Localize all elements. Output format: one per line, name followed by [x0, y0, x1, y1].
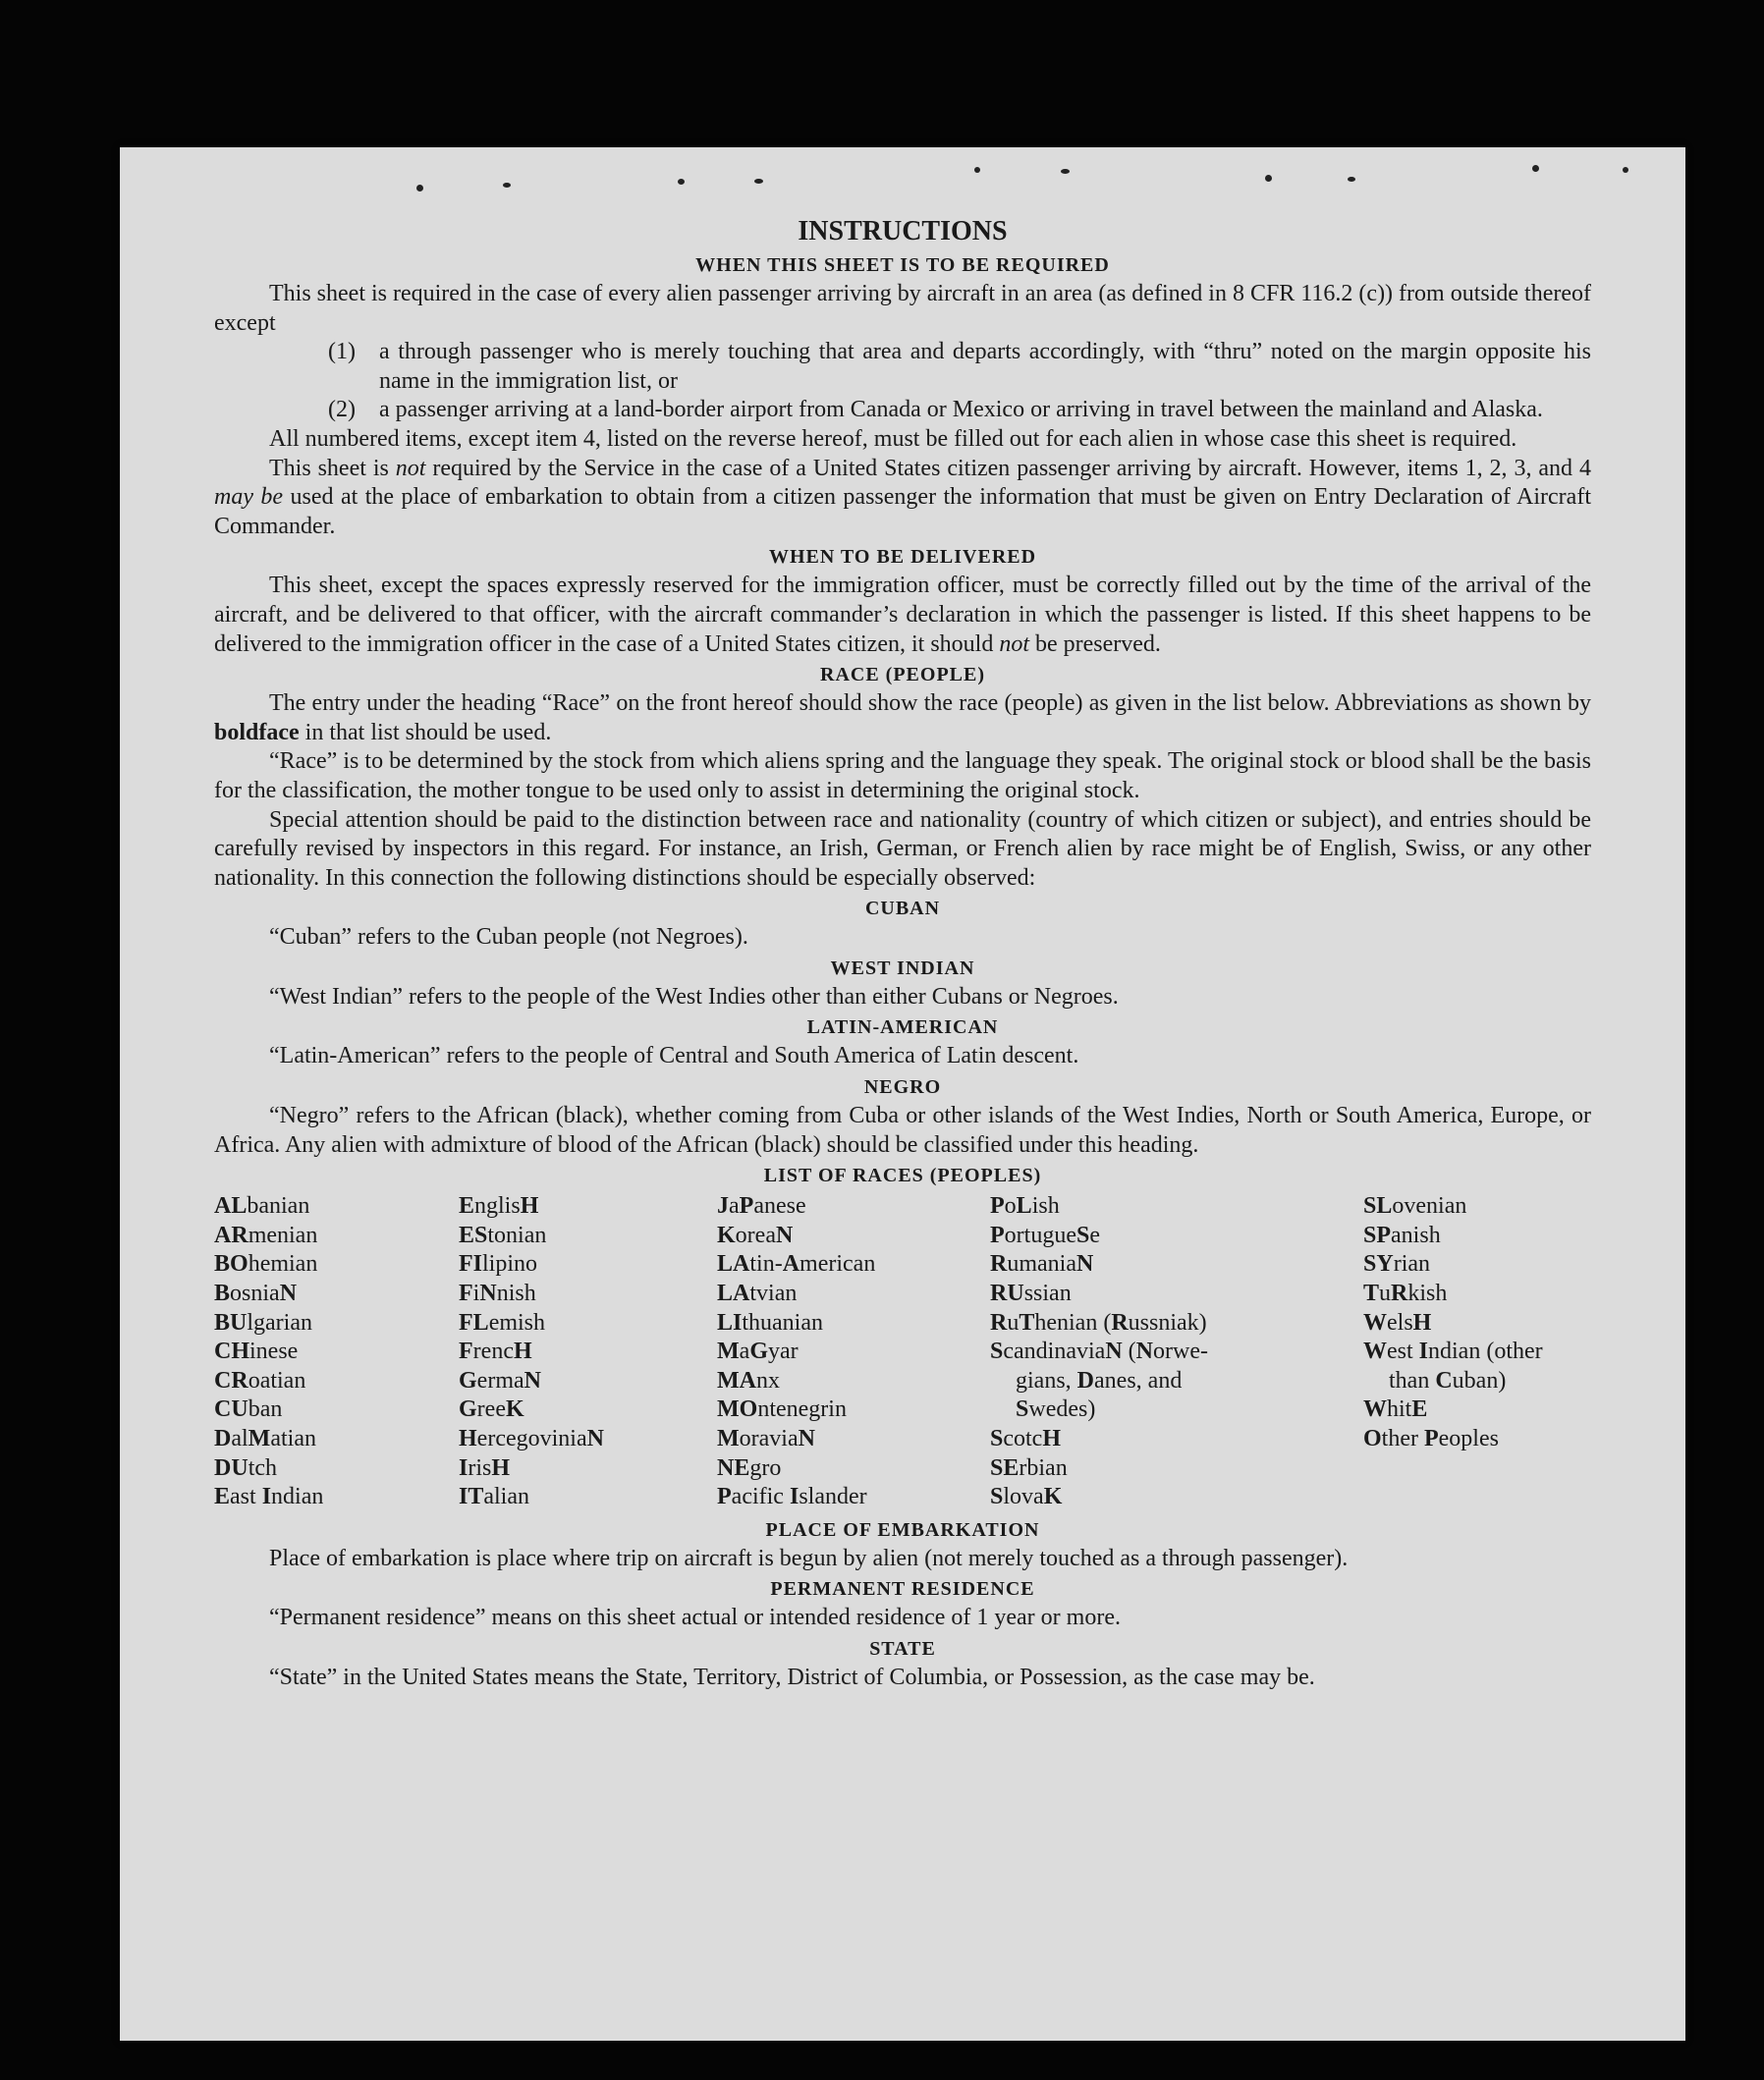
section-heading: RACE (PEOPLE)	[820, 664, 985, 686]
item-text: a through passenger who is merely touching that area and departs accordingly, with “thru” noted on the margin opposite his name in the immigration list, or	[379, 339, 1591, 394]
race-entry: CUban	[214, 1396, 283, 1423]
race-entry: Pacific Islander	[717, 1484, 867, 1510]
race-entry: MAnx	[717, 1367, 780, 1394]
race-entry: RuThenian (Russniak)	[990, 1309, 1207, 1336]
paragraph: “Race” is to be determined by the stock from which aliens spring and the language they speak. The original stock or blood shall be the basis for the classification, the mother tongue to be used only to assist in determining the original stock.	[214, 748, 1591, 803]
paragraph	[214, 455, 1591, 542]
punch-mark	[416, 185, 423, 192]
race-entry: WelsH	[1363, 1309, 1432, 1336]
race-entry: SPanish	[1363, 1222, 1441, 1248]
race-entry: FIlipino	[459, 1251, 538, 1278]
bold-text: boldface	[214, 719, 300, 745]
race-entry: MaGyar	[717, 1339, 799, 1365]
race-entry: LAtin-American	[717, 1251, 876, 1278]
race-entry: FrencH	[459, 1339, 532, 1365]
section-heading: PLACE OF EMBARKATION	[765, 1518, 1040, 1541]
race-entry: SYrian	[1363, 1251, 1431, 1278]
emphasis-text: not	[999, 630, 1029, 657]
race-entry: BosniaN	[214, 1281, 298, 1307]
race-entry: FLemish	[459, 1309, 546, 1336]
race-entry: EnglisH	[459, 1193, 539, 1220]
race-entry: ARmenian	[214, 1222, 318, 1248]
race-entry: ScandinaviaN (Norwe-	[990, 1339, 1208, 1365]
punch-mark	[678, 179, 685, 185]
race-entry: RUssian	[990, 1281, 1072, 1307]
race-entry: MoraviaN	[717, 1426, 815, 1451]
paragraph: “West Indian” refers to the people of the West Indies other than either Cubans or Negroes.	[269, 983, 1119, 1010]
race-entry: NEgro	[717, 1454, 782, 1481]
punch-mark	[754, 179, 763, 184]
section-heading: CUBAN	[864, 898, 941, 920]
races-column	[990, 1192, 1363, 1512]
punch-mark	[1265, 175, 1272, 182]
race-entry: EStonian	[459, 1222, 547, 1248]
race-entry: ScotcH	[990, 1426, 1062, 1451]
race-entry: BUlgarian	[214, 1309, 312, 1336]
section-heading: LATIN-AMERICAN	[806, 1016, 999, 1039]
text-run: The entry under the heading “Race” on the front hereof should show the race (people) as given in the list below. Abbreviations as shown by	[269, 690, 1591, 717]
item-text: a passenger arriving at a land-border airport from Canada or Mexico or arriving in travel between the mainland and Alaska.	[379, 397, 1543, 423]
race-entry: FiNnish	[459, 1281, 536, 1307]
item-number: (1)	[328, 339, 356, 365]
page-title: INSTRUCTIONS	[798, 216, 1008, 246]
emphasis-text: not	[395, 455, 426, 481]
punch-mark	[1348, 177, 1355, 182]
race-entry: East Indian	[214, 1484, 324, 1510]
text-run: This sheet is	[269, 455, 396, 481]
race-entry: RumaniaN	[990, 1251, 1094, 1278]
race-entry: ALbanian	[214, 1193, 310, 1220]
race-entry: Swedes)	[1016, 1396, 1096, 1423]
race-entry: KoreaN	[717, 1222, 794, 1248]
race-entry: CHinese	[214, 1339, 299, 1365]
text-run: This sheet, except the spaces expressly reserved for the immigration officer, must be correctly filled out by the time of the arrival of the aircraft, and be delivered to that officer, with the aircraft commander’s declaration in which the passenger is listed. If this sheet happens to be delivered to the immigration officer in the case of a United States citizen, it should	[214, 573, 1591, 657]
paragraph: “Cuban” refers to the Cuban people (not Negroes).	[269, 924, 748, 951]
text-run: be preserved.	[1029, 630, 1161, 657]
race-entry: PoLish	[990, 1193, 1060, 1220]
paragraph: “Negro” refers to the African (black), whether coming from Cuba or other islands of the West Indies, North or South America, Europe, or Africa. Any alien with admixture of blood of the African (black) should be classified under this heading.	[214, 1103, 1591, 1158]
races-table	[214, 1192, 1591, 1512]
punch-mark	[1532, 165, 1539, 172]
section-heading: LIST OF RACES (PEOPLES)	[763, 1165, 1042, 1187]
paragraph	[214, 689, 1591, 747]
paragraph: Special attention should be paid to the distinction between race and nationality (country of which citizen or subject), and entries should be carefully revised by inspectors in this regard. For instance, an Irish, German, or French alien by race might be of English, Swiss, or any other nationality. In this connection the following distinctions should be especially observed:	[214, 806, 1591, 891]
race-entry: PortugueSe	[990, 1222, 1100, 1248]
item-number: (2)	[328, 397, 356, 423]
races-column	[717, 1192, 990, 1512]
race-entry: West Indian (other	[1363, 1339, 1543, 1365]
race-entry: Other Peoples	[1363, 1426, 1499, 1451]
race-entry: TuRkish	[1363, 1281, 1448, 1307]
race-entry: LIthuanian	[717, 1309, 823, 1336]
paragraph	[214, 572, 1591, 659]
section-heading: WEST INDIAN	[830, 957, 975, 979]
section-heading: STATE	[869, 1637, 936, 1660]
text-run: used at the place of embarkation to obtain from a citizen passenger the information that must be given on Entry Declaration of Aircraft Commander.	[214, 484, 1591, 539]
paragraph: This sheet is required in the case of every alien passenger arriving by aircraft in an area (as defined in 8 CFR 116.2 (c)) from outside thereof except	[214, 281, 1591, 336]
race-entry: LAtvian	[717, 1281, 798, 1307]
text-run: required by the Service in the case of a United States citizen passenger arriving by aircraft. However, items 1, 2, 3, and 4	[425, 455, 1591, 481]
punch-mark	[1623, 167, 1628, 173]
races-column	[214, 1192, 459, 1512]
paragraph: “Latin-American” refers to the people of Central and South America of Latin descent.	[269, 1043, 1079, 1069]
paragraph: “Permanent residence” means on this sheet actual or intended residence of 1 year or more.	[269, 1605, 1121, 1631]
race-entry: DalMatian	[214, 1426, 316, 1451]
paragraph: All numbered items, except item 4, listed on the reverse hereof, must be filled out for each alien in whose case this sheet is required.	[269, 425, 1517, 452]
section-heading: WHEN TO BE DELIVERED	[768, 546, 1037, 569]
list-item	[214, 396, 1591, 425]
punch-mark	[974, 167, 980, 173]
emphasis-text: may be	[214, 484, 284, 511]
race-entry: IrisH	[459, 1454, 511, 1481]
document-sheet	[120, 147, 1685, 2041]
race-entry: SLovenian	[1363, 1193, 1467, 1220]
race-entry: SlovaK	[990, 1484, 1063, 1510]
race-entry: HercegoviniaN	[459, 1426, 604, 1451]
race-entry: SErbian	[990, 1454, 1068, 1481]
race-entry: JaPanese	[717, 1193, 806, 1220]
race-entry: GreeK	[459, 1396, 524, 1423]
race-entry: ITalian	[459, 1484, 529, 1510]
race-entry: DUtch	[214, 1454, 278, 1481]
document-content	[214, 214, 1591, 1693]
punch-mark	[503, 183, 511, 188]
race-entry: gians, Danes, and	[1016, 1367, 1183, 1394]
race-entry: than Cuban)	[1389, 1367, 1507, 1394]
race-entry: BOhemian	[214, 1251, 318, 1278]
paragraph: “State” in the United States means the State, Territory, District of Columbia, or Possession, as the case may be.	[269, 1664, 1315, 1690]
section-heading: NEGRO	[863, 1076, 942, 1099]
race-entry: MOntenegrin	[717, 1396, 847, 1423]
race-entry: WhitE	[1363, 1396, 1428, 1423]
paragraph: Place of embarkation is place where trip on aircraft is begun by alien (not merely touched as a through passenger).	[269, 1545, 1349, 1571]
race-entry: GermaN	[459, 1367, 541, 1394]
text-run: in that list should be used.	[299, 719, 552, 745]
list-item	[214, 338, 1591, 396]
section-heading: PERMANENT RESIDENCE	[770, 1578, 1035, 1601]
race-entry: CRoatian	[214, 1367, 306, 1394]
section-heading: WHEN THIS SHEET IS TO BE REQUIRED	[695, 254, 1110, 276]
races-column	[1363, 1192, 1591, 1512]
races-column	[459, 1192, 717, 1512]
punch-mark	[1061, 169, 1070, 174]
